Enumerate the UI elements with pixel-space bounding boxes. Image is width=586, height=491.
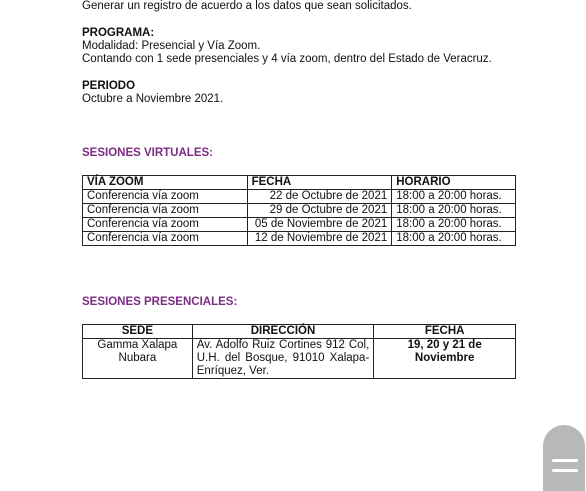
table-row bbox=[83, 232, 516, 246]
programa-modalidad: Modalidad: Presencial y Vía Zoom. bbox=[82, 40, 261, 52]
virtual-sessions-table bbox=[82, 175, 516, 246]
programa-sedes: Contando con 1 sede presenciales y 4 vía zoom, dentro del Estado de Veracruz. bbox=[82, 53, 492, 65]
address-cell: Av. Adolfo Ruiz Cortines 912 Col, U.H. del Bosque, 91010 Xalapa-Enríquez, Ver. bbox=[192, 339, 374, 379]
table-cell: 29 de Octubre de 2021 bbox=[247, 204, 392, 218]
table-cell: 22 de Octubre de 2021 bbox=[247, 190, 392, 204]
intro-text: Generar un registro de acuerdo a los datos que sean solicitados. bbox=[82, 0, 412, 12]
table-row bbox=[83, 339, 516, 379]
table-cell: 18:00 a 20:00 horas. bbox=[392, 204, 516, 218]
periodo-value: Octubre a Noviembre 2021. bbox=[82, 93, 224, 105]
table-cell: Conferencia vía zoom bbox=[83, 232, 248, 246]
column-header: DIRECCIÓN bbox=[192, 325, 374, 339]
column-header: HORARIO bbox=[392, 176, 516, 190]
table-header-row bbox=[83, 176, 516, 190]
venue-cell: Gamma Xalapa Nubara bbox=[83, 339, 193, 379]
programa-heading: PROGRAMA: bbox=[82, 27, 155, 39]
table-cell: 18:00 a 20:00 horas. bbox=[392, 190, 516, 204]
periodo-heading: PERIODO bbox=[82, 80, 136, 92]
column-header: SEDE bbox=[83, 325, 193, 339]
table-cell: 05 de Noviembre de 2021 bbox=[247, 218, 392, 232]
sesiones-virtuales-heading: SESIONES VIRTUALES: bbox=[82, 147, 213, 159]
table-row bbox=[83, 190, 516, 204]
table-cell: 12 de Noviembre de 2021 bbox=[247, 232, 392, 246]
table-cell: Conferencia vía zoom bbox=[83, 190, 248, 204]
sesiones-presenciales-heading: SESIONES PRESENCIALES: bbox=[82, 296, 238, 308]
table-row bbox=[83, 204, 516, 218]
menu-button[interactable] bbox=[543, 425, 585, 491]
table-cell: 18:00 a 20:00 horas. bbox=[392, 218, 516, 232]
column-header: FECHA bbox=[247, 176, 392, 190]
table-row bbox=[83, 218, 516, 232]
column-header: VÍA ZOOM bbox=[83, 176, 248, 190]
table-cell: Conferencia vía zoom bbox=[83, 218, 248, 232]
table-cell: Conferencia vía zoom bbox=[83, 204, 248, 218]
table-header-row bbox=[83, 325, 516, 339]
table-cell: 18:00 a 20:00 horas. bbox=[392, 232, 516, 246]
in-person-sessions-table bbox=[82, 324, 516, 379]
column-header: FECHA bbox=[374, 325, 516, 339]
date-cell: 19, 20 y 21 de Noviembre bbox=[374, 339, 516, 379]
